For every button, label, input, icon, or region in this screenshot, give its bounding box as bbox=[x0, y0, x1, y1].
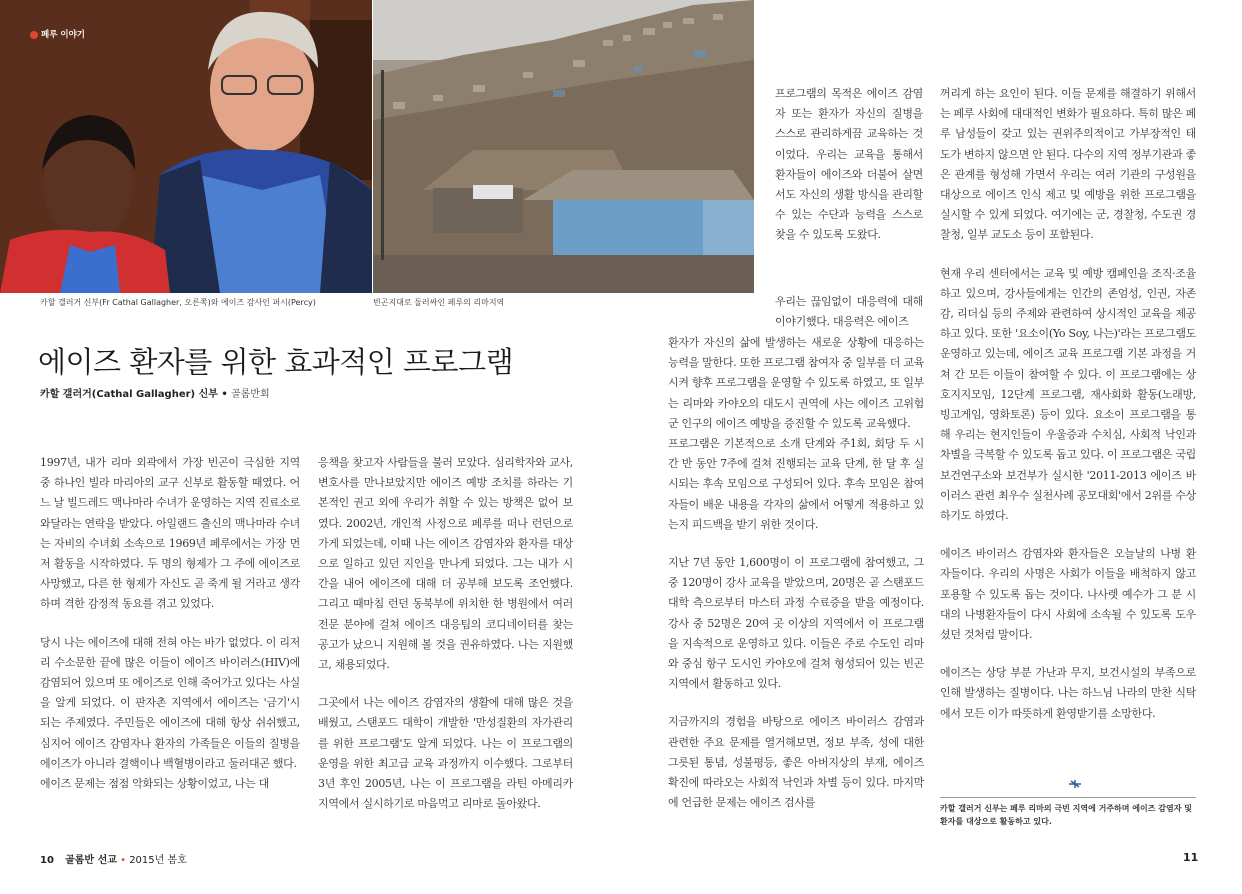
page-number-right: 11 bbox=[1183, 851, 1199, 864]
paragraph: 1997년, 내가 리마 외곽에서 가장 빈곤이 극심한 지역 중 하나인 빌라 마리아의 교구 신부로 활동할 때였다. 어느 날 빌드레드 맥나마라 수녀가 운영하는 지역 진료소로 와달라는 연락을 받았다. 아일랜드 출신의 맥나마라 수녀는 자비의 수녀회 소속으로 1969년 페루에서는 가장 먼저 활동을 시작하였다. 두 명의 형제가 그 주에 에이즈로 사망했고, 다른 한 형제가 자신도 곧 죽게 될 거라고 생각하며 격한 감정적 동요를 겪고 있었다. bbox=[40, 456, 300, 611]
paragraph: 프로그램의 목적은 에이즈 감염자 또는 환자가 자신의 질병을 스스로 관리하게끔 교육하는 것이었다. 우리는 교육을 통해서 환자들이 에이즈와 더불어 살면서도 자신의 생활 방식을 관리할 수 있는 수단과 능력을 스스로 찾을 수 있도록 도왔다. bbox=[775, 87, 923, 242]
article-column-3-mid-narrow bbox=[775, 292, 923, 332]
photo-lima-hillside bbox=[373, 0, 754, 293]
paragraph: 에이즈 바이러스 감염자와 환자들은 오늘날의 나병 환자들이다. 우리의 사명은 사회가 이들을 배척하지 않고 포용할 수 있도록 돕는 것이다. 나사렛 예수가 그 분 시대의 나병환자들이 다시 사회에 소속될 수 있도록 도우셨던 것처럼 말이다. bbox=[940, 547, 1196, 642]
section-dot-icon bbox=[30, 31, 38, 39]
photo-hillside-illustration bbox=[373, 0, 754, 293]
author-note-caption: 카할 갤러거 신부는 페루 리마의 극빈 지역에 거주하며 에이즈 감염자 및 환자를 대상으로 활동하고 있다. bbox=[940, 804, 1192, 826]
article-column-2 bbox=[318, 453, 573, 814]
footer-left bbox=[40, 851, 187, 866]
paragraph: 에이즈 문제는 점점 악화되는 상황이었고, 나는 대 bbox=[40, 777, 269, 791]
byline-author: 카할 갤러거(Cathal Gallagher) 신부 • bbox=[40, 389, 228, 400]
photo-portrait-illustration bbox=[0, 0, 372, 293]
magazine-name: 골롬반 선교 bbox=[65, 855, 117, 866]
byline-org: 골롬반회 bbox=[227, 389, 270, 400]
byline bbox=[40, 385, 270, 400]
issue-label: 2015년 봄호 bbox=[129, 855, 187, 866]
paragraph: 그곳에서 나는 에이즈 감염자의 생활에 대해 많은 것을 배웠고, 스탠포드 대학이 개발한 '만성질환의 자가관리를 위한 프로그램'도 알게 되었다. 나는 이 프로그램의 운영을 위한 최고급 교육 과정까지 이수했다. 그로부터 3년 후인 2005년, 나는 이 프로그램을 라틴 아메리카 지역에서 실시하기로 마음먹고 리마로 돌아왔다. bbox=[318, 696, 573, 811]
paragraph: 프로그램은 기본적으로 소개 단계와 주1회, 회당 두 시간 반 동안 7주에 걸쳐 진행되는 교육 단계, 한 달 후 실시되는 후속 모임으로 구성되어 있다. 후속 모임은 참여자들이 배운 내용을 각자의 삶에서 어떻게 적용하고 있는지 피드백을 받기 위한 것이다. bbox=[668, 437, 924, 531]
section-tag: 페루 이야기 bbox=[30, 28, 85, 40]
paragraph: 지금까지의 경험을 바탕으로 에이즈 바이러스 감염과 관련한 주요 문제를 열거해보면, 정보 부족, 성에 대한 그릇된 통념, 성불평등, 좋은 아버지상의 부재, 에이즈 확진에 따라오는 사회적 낙인과 차별 등이 있다. 마지막에 언급한 문제는 에이즈 검사를 bbox=[668, 715, 924, 810]
paragraph: 지난 7년 동안 1,600명이 이 프로그램에 참여했고, 그 중 120명이 강사 교육을 받았으며, 20명은 곧 스탠포드 대학 측으로부터 마스터 과정 수료증을 받을 예정이다. 강사 중 52명은 20여 곳 이상의 지역에서 이 프로그램을 지속적으로 운영하고 있다. 이들은 주로 수도인 리마와 중심 항구 도시인 카야오에 걸쳐 형성되어 있는 빈곤 지역에서 활동하고 있다. bbox=[668, 556, 924, 691]
article-column-4 bbox=[940, 84, 1196, 724]
paragraph: 에이즈는 상당 부분 가난과 무지, 보건시설의 부족으로 인해 발생하는 질병이다. 나는 하느님 나라의 만찬 식탁에서 모든 이가 따뜻하게 환영받기를 소망한다. bbox=[940, 666, 1196, 720]
paragraph: 우리는 끊임없이 대응력에 대해 이야기했다. 대응력은 에이즈 bbox=[775, 295, 923, 329]
page-number-left: 10 bbox=[40, 855, 54, 866]
photo1-caption: 카할 갤러거 신부(Fr Cathal Gallagher, 오른쪽)와 에이즈 감사인 퍼시(Percy) bbox=[40, 298, 316, 307]
paragraph: 꺼리게 하는 요인이 된다. 이들 문제를 해결하기 위해서는 페루 사회에 대대적인 변화가 필요하다. 특히 많은 페루 남성들이 갖고 있는 권위주의적이고 가부장적인 태도가 변하지 않으면 안 된다. 다수의 지역 정부기관과 좋은 관계를 형성해 가면서 우리는 여러 기관의 구성원을 대상으로 에이즈 인식 제고 및 예방을 위한 프로그램을 실시할 수 있게 되었다. 여기에는 군, 경찰청, 수도권 경찰청, 일부 교도소 등이 포함된다. bbox=[940, 87, 1196, 242]
article-column-1 bbox=[40, 453, 300, 794]
paragraph: 현재 우리 센터에서는 교육 및 예방 캠페인을 조직·조율하고 있으며, 강사들에게는 인간의 존엄성, 인권, 자존감, 리더십 등의 주제와 관련하여 상시적인 교육을 제공하고 있다. 또한 '요소이(Yo Soy, 나는)'라는 프로그램도 운영하고 있는데, 에이즈 교육 프로그램 기본 과정을 거쳐 간 모든 이들이 참여할 수 있다. 이 프로그램에는 상호지지모임, 12단계 프로그램, 재사회화 활동(노래방, 빙고게임, 영화토론) 등이 있다. 요소이 프로그램을 통해 우리는 현지인들이 우울증과 수치심, 사회적 낙인과 차별을 극복할 수 있도록 돕고 있다. 이 프로그램은 국립보건연구소와 보건부가 실시한 '2011-2013 에이즈 바이러스 관련 최우수 실천사례 공모대회'에서 2위를 수상하기도 하였다. bbox=[940, 266, 1196, 523]
article-title: 에이즈 환자를 위한 효과적인 프로그램 bbox=[38, 345, 514, 379]
footer-dot: • bbox=[120, 855, 126, 866]
article-column-3 bbox=[668, 333, 924, 813]
article-column-3-top bbox=[775, 84, 923, 246]
paragraph: 응책을 찾고자 사람들을 불러 모았다. 심리학자와 교사, 변호사를 만나보았지만 에이즈 예방 조치를 하라는 기본적인 권고 외에 우리가 취할 수 있는 방책은 없어 보였다. 2002년, 개인적 사정으로 페루를 떠나 런던으로 가게 되었는데, 이때 나는 에이즈 감염자와 환자를 대상으로 일하고 있던 지인을 만나게 되었다. 그는 내가 시간을 내어 에이즈에 대해 더 공부해 보도록 조언했다. 그리고 때마침 런던 동북부에 위치한 한 병원에서 여러 전문 분야에 걸쳐 에이즈 대응팀의 코디네이터를 찾는 공고가 났으니 지원해 볼 것을 권유하였다. 나는 지원했고, 채용되었다. bbox=[318, 456, 573, 672]
end-mark-icon bbox=[1068, 774, 1082, 793]
paragraph: 당시 나는 에이즈에 대해 전혀 아는 바가 없었다. 이 리저리 수소문한 끝에 많은 이들이 에이즈 바이러스(HIV)에 감염되어 있으며 또 에이즈로 인해 죽어가고 있다는 사실을 알게 되었다. 이 판자촌 지역에서 에이즈는 '금기'시 되는 주제였다. 주민들은 에이즈에 대해 항상 쉬쉬했고, 심지어 에이즈 감염자나 환자의 가족들은 이들의 질병을 에이즈가 아니라 결핵이나 백혈병이라고 둘러대곤 했다. bbox=[40, 635, 300, 770]
photo-priest-and-percy bbox=[0, 0, 372, 293]
paragraph: 환자가 자신의 삶에 발생하는 새로운 상황에 대응하는 능력을 말한다. 또한 프로그램 참여자 중 일부를 더 교육시켜 향후 프로그램을 운영할 수 있도록 하였고, 또 일부는 리마와 카야오의 대도시 권역에 사는 에이즈 고위험군 인구의 에이즈 예방을 증진할 수 있도록 교육했다. bbox=[668, 336, 924, 430]
photo2-caption: 빈곤지대로 둘러싸인 페루의 리마지역 bbox=[373, 298, 505, 307]
caption-divider bbox=[940, 797, 1196, 798]
